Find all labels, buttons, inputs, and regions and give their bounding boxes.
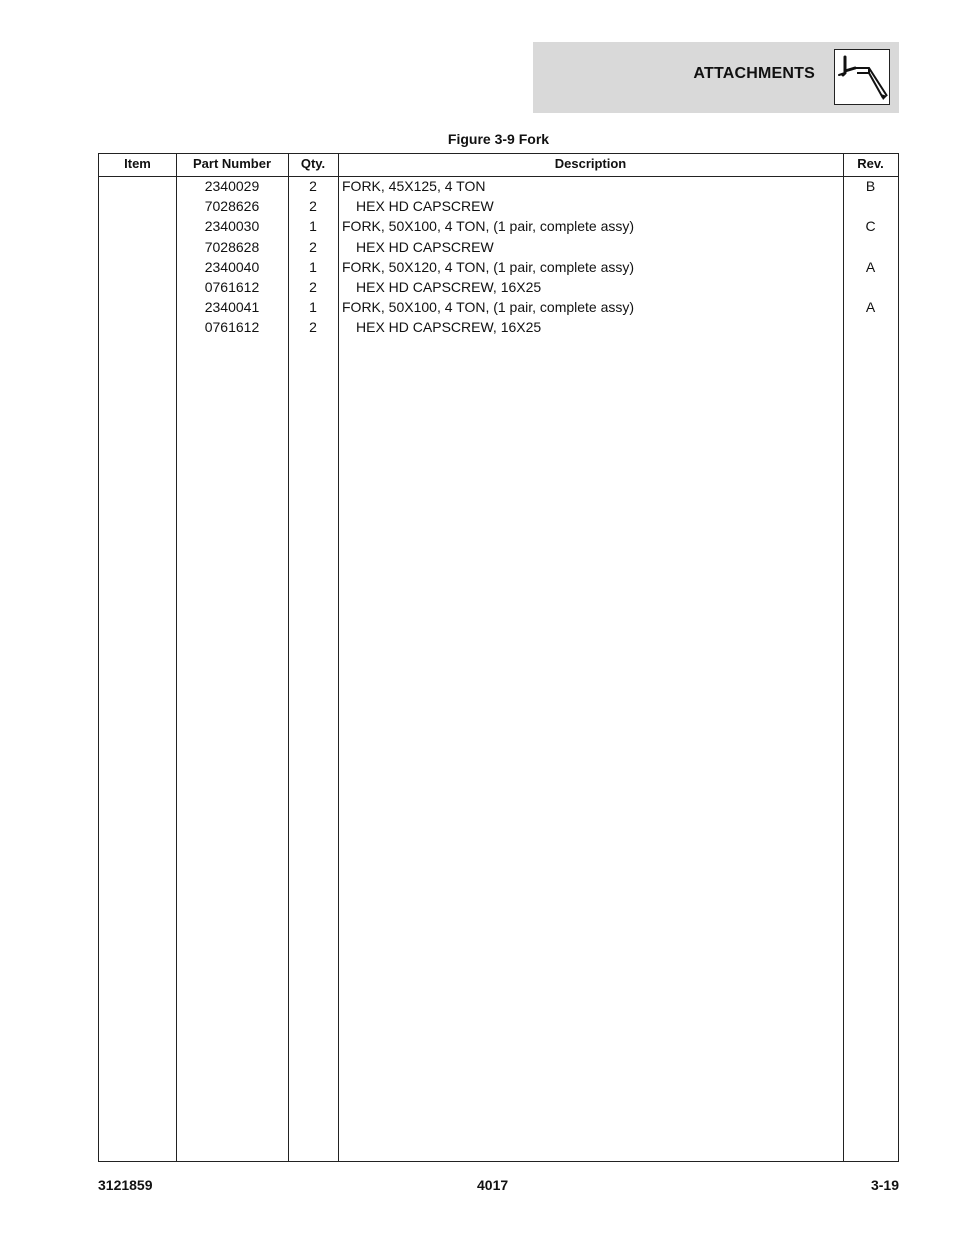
rev-cell: A <box>865 258 876 275</box>
qty-cell: 1 <box>309 258 317 275</box>
description-cell: HEX HD CAPSCREW <box>356 198 494 215</box>
figure-title: Figure 3-9 Fork <box>447 131 550 147</box>
footer-model: 4017 <box>477 1177 509 1193</box>
column-header-description: Description <box>554 156 627 171</box>
qty-cell: 1 <box>309 299 317 316</box>
part-number-cell: 2340029 <box>204 178 260 194</box>
qty-cell: 2 <box>309 178 317 194</box>
part-number-cell: 0761612 <box>204 319 260 336</box>
qty-cell: 1 <box>309 218 317 235</box>
table-row <box>99 176 898 196</box>
table-row <box>99 237 898 257</box>
rev-cell: C <box>865 218 876 235</box>
qty-cell: 2 <box>309 198 317 215</box>
part-number-cell: 2340041 <box>204 299 260 316</box>
table-row <box>99 277 898 297</box>
section-title: ATTACHMENTS <box>693 65 815 82</box>
description-cell: HEX HD CAPSCREW, 16X25 <box>356 319 542 336</box>
column-header-qty: Qty. <box>300 156 326 171</box>
table-body <box>99 176 898 338</box>
description-cell: FORK, 50X120, 4 TON, (1 pair, complete assy) <box>342 258 635 275</box>
table-row <box>99 317 898 337</box>
rev-cell: A <box>865 299 876 316</box>
qty-cell: 2 <box>309 319 317 336</box>
description-cell: HEX HD CAPSCREW <box>356 238 494 255</box>
table-row <box>99 297 898 317</box>
column-header-item: Item <box>124 156 151 171</box>
table-row <box>99 196 898 216</box>
part-number-cell: 0761612 <box>204 278 260 295</box>
table-row <box>99 216 898 236</box>
description-cell: HEX HD CAPSCREW, 16X25 <box>356 278 542 295</box>
part-number-cell: 7028626 <box>204 198 260 215</box>
fork-attachment-icon <box>834 49 890 105</box>
column-header-rev: Rev. <box>857 156 884 171</box>
column-header-part-number: Part Number <box>192 156 272 171</box>
description-cell: FORK, 45X125, 4 TON <box>342 178 486 194</box>
table-row <box>99 257 898 277</box>
part-number-cell: 7028628 <box>204 238 260 255</box>
description-cell: FORK, 50X100, 4 TON, (1 pair, complete assy) <box>342 218 635 235</box>
part-number-cell: 2340030 <box>204 218 260 235</box>
parts-table <box>98 153 899 1162</box>
section-header <box>533 42 899 113</box>
qty-cell: 2 <box>309 278 317 295</box>
description-cell: FORK, 50X100, 4 TON, (1 pair, complete assy) <box>342 299 635 316</box>
footer-doc-number: 3121859 <box>98 1177 153 1193</box>
rev-cell: B <box>865 178 876 194</box>
qty-cell: 2 <box>309 238 317 255</box>
footer-page-number: 3-19 <box>870 1177 899 1193</box>
part-number-cell: 2340040 <box>204 258 260 275</box>
